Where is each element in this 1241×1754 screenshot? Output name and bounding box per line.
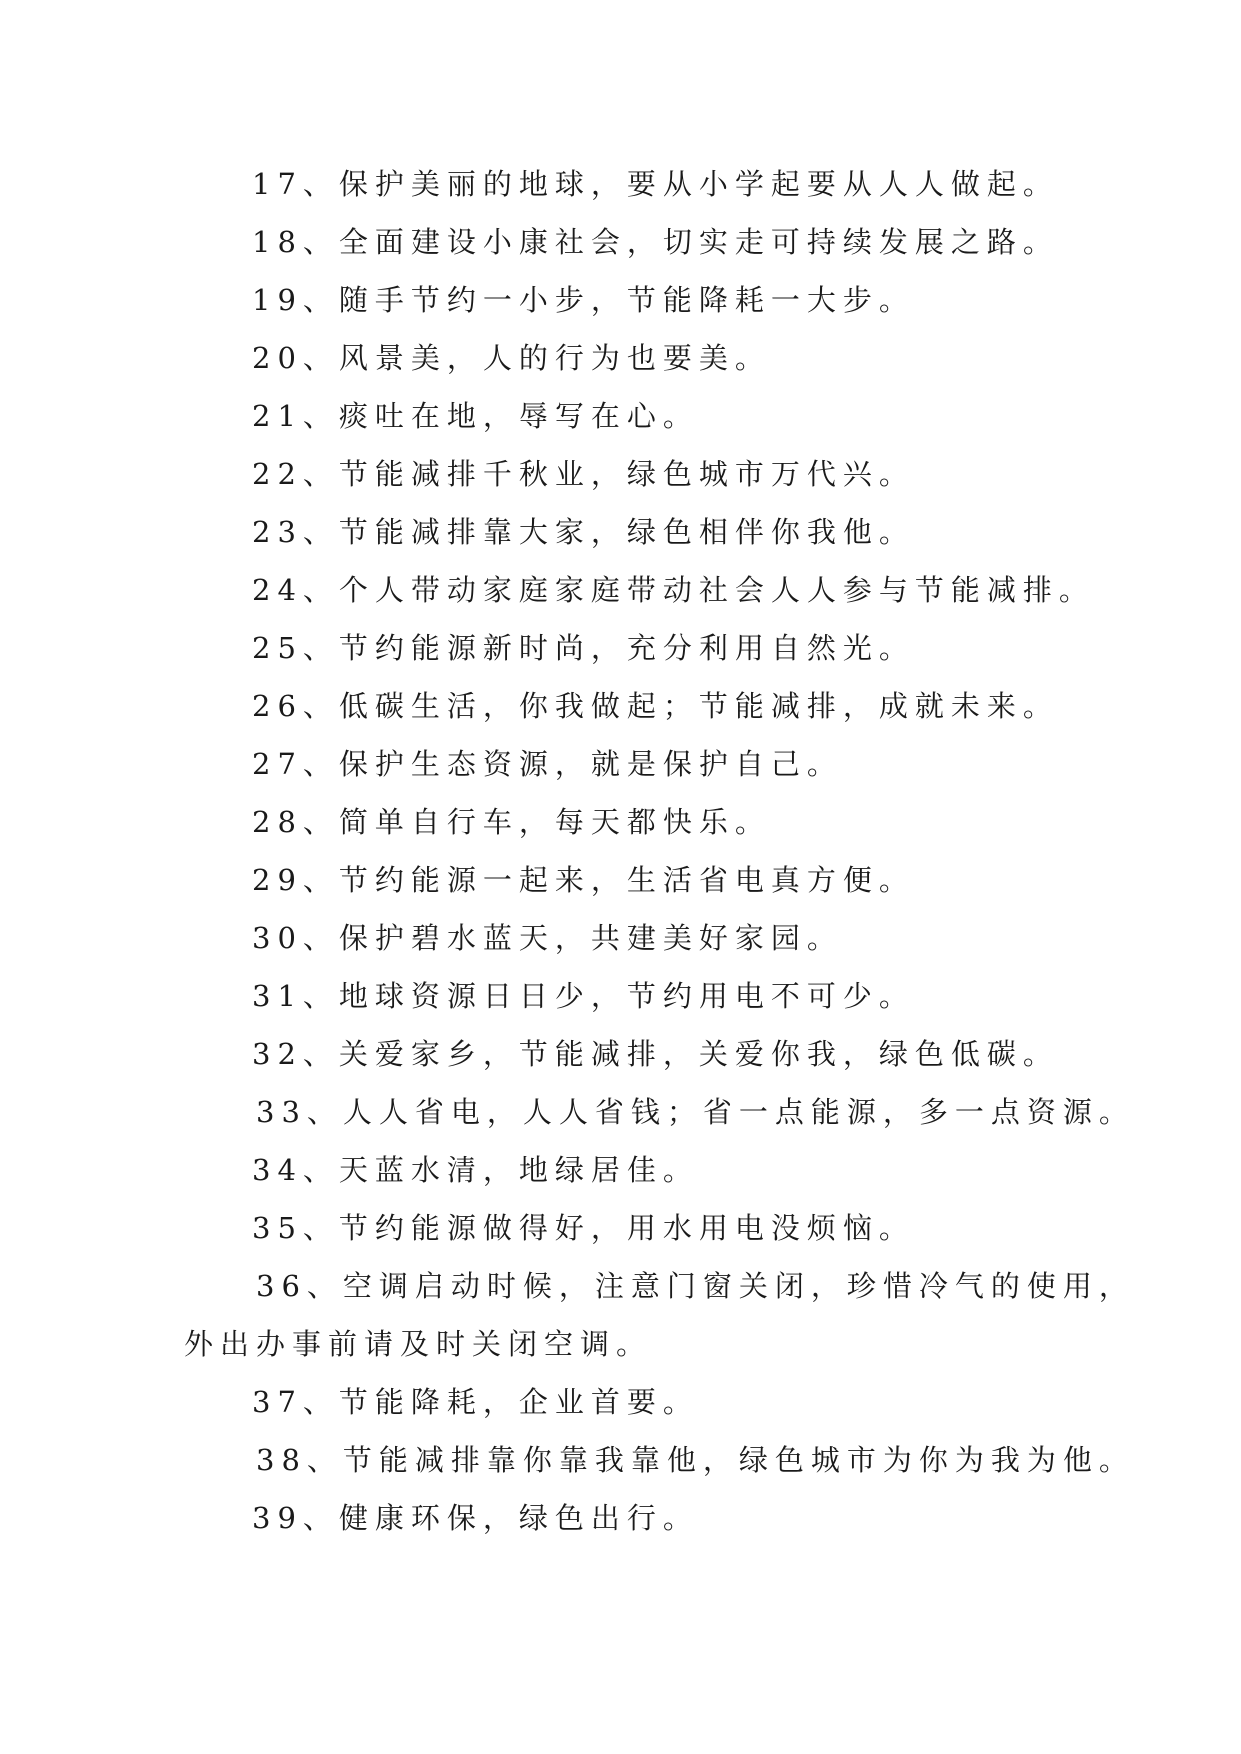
slogan-36-continuation: 外出办事前请及时关闭空调。 [184,1327,653,1361]
slogan-31: 31、地球资源日日少，节约用电不可少。 [252,979,915,1013]
slogan-23: 23、节能减排靠大家，绿色相伴你我他。 [252,515,915,549]
slogan-32: 32、关爱家乡，节能减排，关爱你我，绿色低碳。 [252,1037,1059,1071]
slogan-39: 39、健康环保，绿色出行。 [252,1501,699,1535]
slogan-26: 26、低碳生活，你我做起；节能减排，成就未来。 [252,689,1059,723]
slogan-28: 28、简单自行车，每天都快乐。 [252,805,771,839]
slogan-22: 22、节能减排千秋业，绿色城市万代兴。 [252,457,915,491]
slogan-25: 25、节约能源新时尚，充分利用自然光。 [252,631,915,665]
slogan-27: 27、保护生态资源，就是保护自己。 [252,747,843,781]
slogan-24: 24、个人带动家庭家庭带动社会人人参与节能减排。 [252,573,1095,607]
slogan-21: 21、痰吐在地，辱写在心。 [252,399,699,433]
slogan-29: 29、节约能源一起来，生活省电真方便。 [252,863,915,897]
slogan-30: 30、保护碧水蓝天，共建美好家园。 [252,921,843,955]
slogan-35: 35、节约能源做得好，用水用电没烦恼。 [252,1211,915,1245]
slogan-38: 38、节能减排靠你靠我靠他，绿色城市为你为我为他。 [256,1443,1135,1477]
slogan-17: 17、保护美丽的地球，要从小学起要从人人做起。 [252,167,1059,201]
slogan-19: 19、随手节约一小步，节能降耗一大步。 [252,283,915,317]
slogan-18: 18、全面建设小康社会，切实走可持续发展之路。 [252,225,1059,259]
slogan-37: 37、节能降耗，企业首要。 [252,1385,699,1419]
slogan-33: 33、人人省电，人人省钱；省一点能源，多一点资源。 [256,1095,1135,1129]
slogan-20: 20、风景美，人的行为也要美。 [252,341,771,375]
slogan-36: 36、空调启动时候，注意门窗关闭，珍惜冷气的使用， [256,1269,1135,1303]
slogan-34: 34、天蓝水清，地绿居佳。 [252,1153,699,1187]
slogan-list [184,155,1135,1547]
